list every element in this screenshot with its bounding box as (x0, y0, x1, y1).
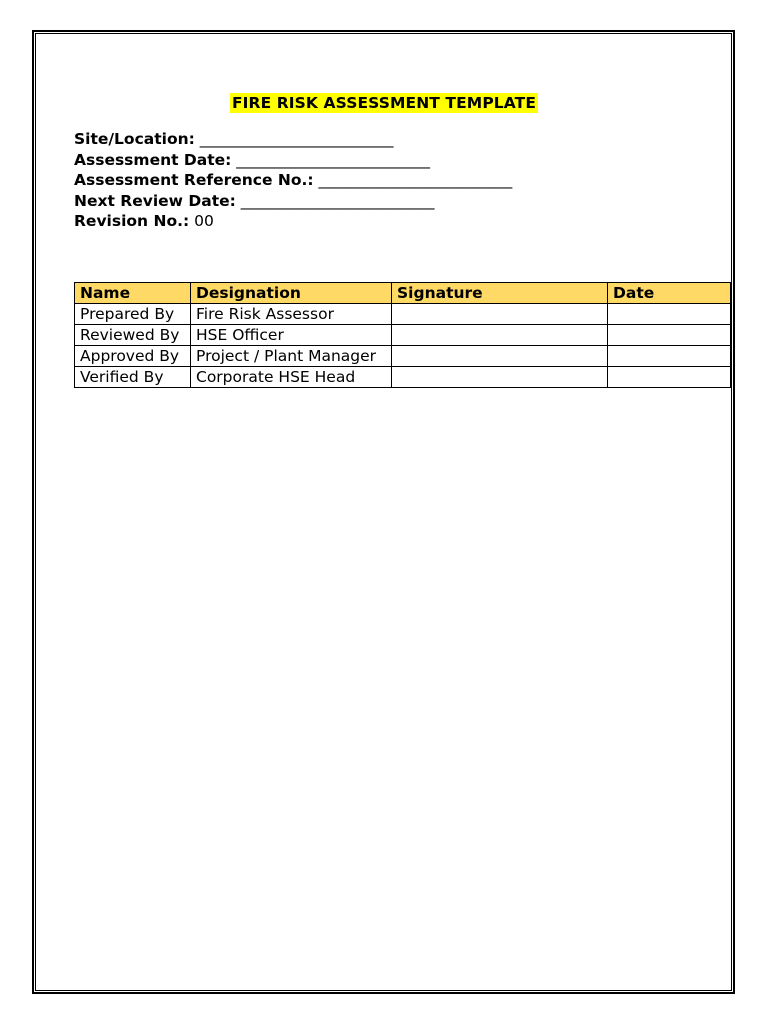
field-value: _________________________ (231, 150, 431, 169)
cell-date (608, 325, 731, 346)
document-title: FIRE RISK ASSESSMENT TEMPLATE (231, 94, 537, 112)
cell-date (608, 346, 731, 367)
title-wrapper (0, 93, 768, 113)
field-label: Site/Location: (74, 130, 195, 148)
table-row (75, 367, 731, 388)
signoff-table (74, 282, 731, 388)
field-label: Assessment Reference No.: (74, 171, 314, 190)
cell-role: Verified By (75, 367, 191, 388)
field-label: Next Review Date: (74, 191, 236, 210)
cell-signature (392, 346, 608, 367)
cell-signature (392, 304, 608, 325)
field-value: _________________________ (313, 171, 513, 190)
cell-role: Prepared By (75, 304, 191, 325)
field-value: _________________________ (194, 130, 394, 148)
cell-signature (392, 367, 608, 388)
table-row (75, 325, 731, 346)
field-assessment-date (74, 150, 512, 171)
cell-designation: Fire Risk Assessor (191, 304, 392, 325)
cell-designation: HSE Officer (191, 325, 392, 346)
cell-date (608, 367, 731, 388)
cell-signature (392, 325, 608, 346)
header-signature: Signature (392, 283, 608, 304)
table-row (75, 304, 731, 325)
cell-date (608, 304, 731, 325)
header-designation: Designation (191, 283, 392, 304)
header-name: Name (75, 283, 191, 304)
field-site-location (74, 129, 512, 150)
field-value: _________________________ (235, 191, 435, 210)
field-revision-no (74, 211, 512, 232)
cell-role: Approved By (75, 346, 191, 367)
cell-designation: Corporate HSE Head (191, 367, 392, 388)
header-date: Date (608, 283, 731, 304)
table-row (75, 346, 731, 367)
table-header-row (75, 283, 731, 304)
field-label: Assessment Date: (74, 150, 232, 169)
cell-designation: Project / Plant Manager (191, 346, 392, 367)
assessment-fields (74, 129, 512, 232)
field-next-review-date (74, 191, 512, 212)
field-value: 00 (189, 212, 214, 231)
field-label: Revision No.: (74, 212, 190, 231)
field-reference-no (74, 170, 512, 191)
cell-role: Reviewed By (75, 325, 191, 346)
